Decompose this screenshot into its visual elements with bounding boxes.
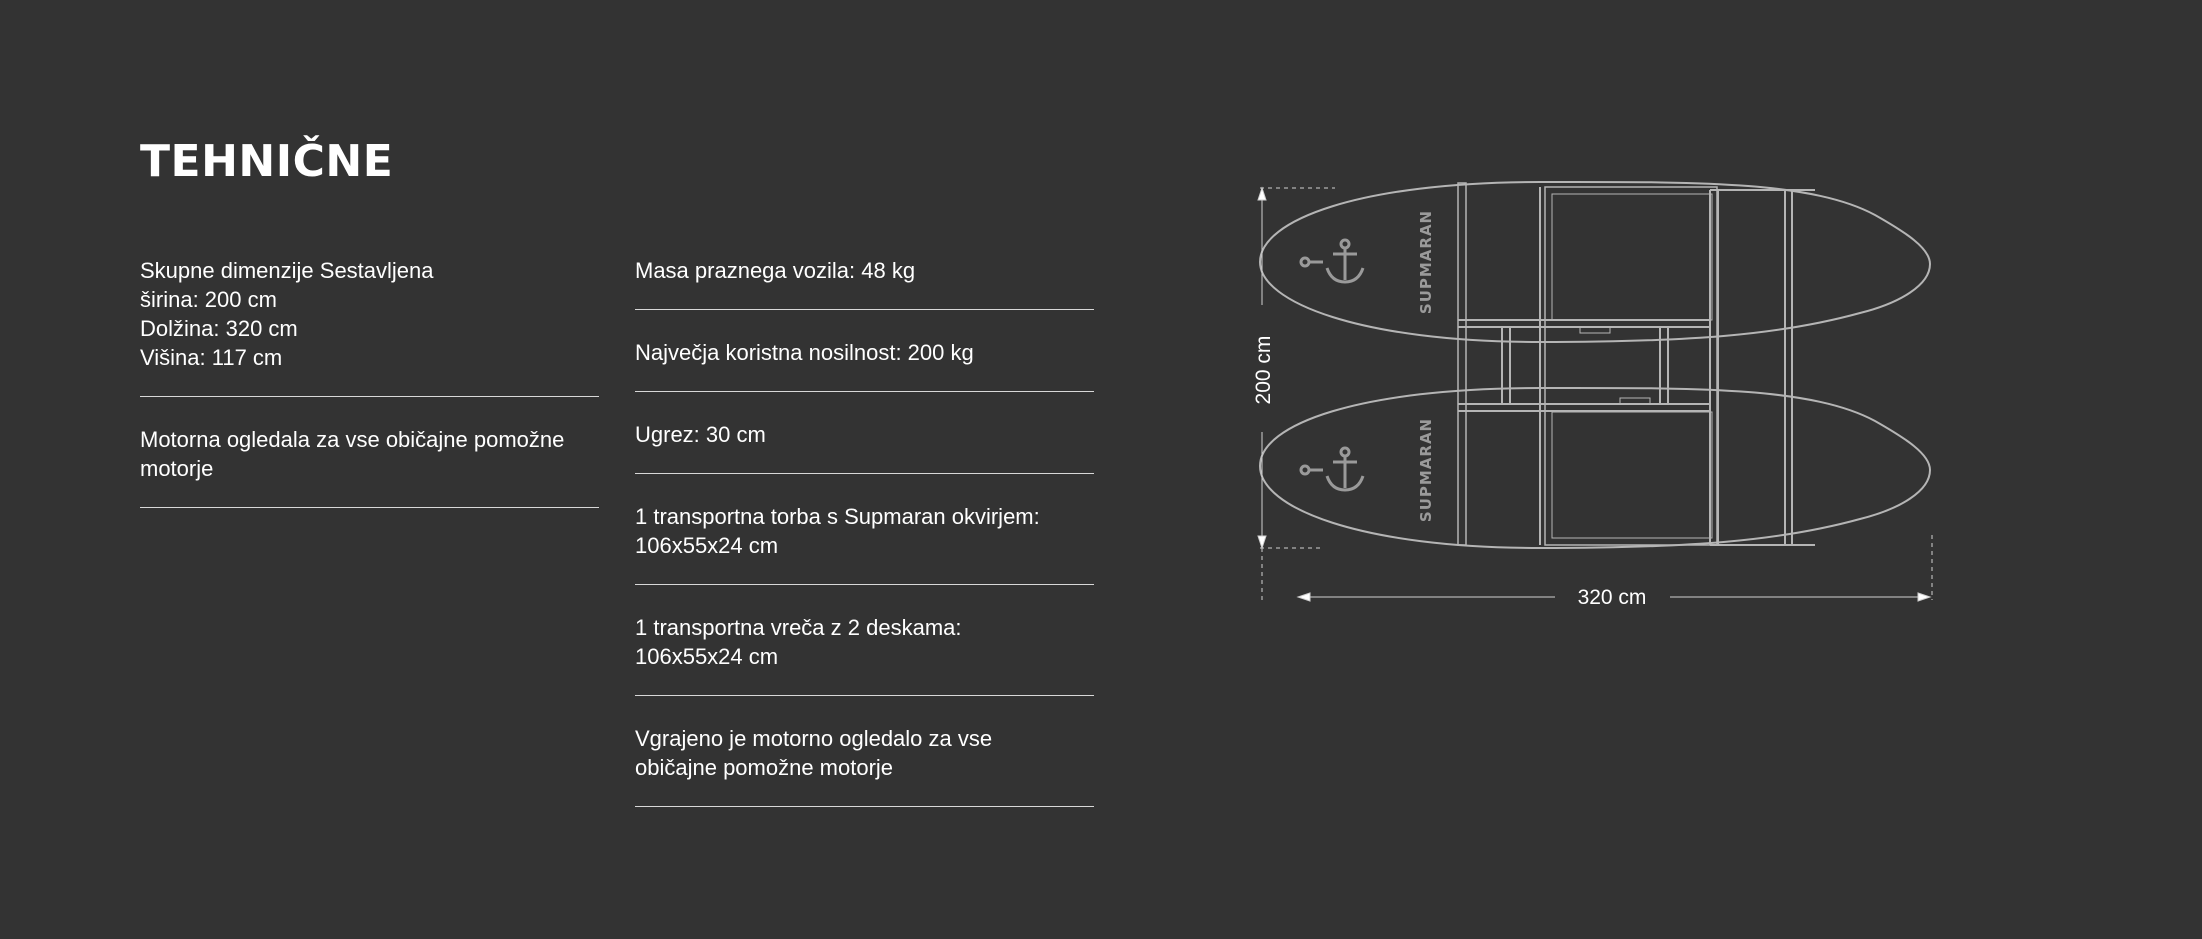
spec-item-transport-sack xyxy=(635,609,1094,696)
spec-line: Vgrajeno je motorno ogledalo za vse xyxy=(635,726,993,751)
spec-line: Največja koristna nosilnost: 200 kg xyxy=(635,340,974,365)
width-dimension-label: 200 cm xyxy=(1252,335,1275,405)
spec-line: Dolžina: 320 cm xyxy=(140,316,298,341)
spec-line: Ugrez: 30 cm xyxy=(635,422,766,447)
spec-line: motorje xyxy=(140,456,214,481)
supmaran-top-view-diagram xyxy=(1240,170,1960,620)
brand-label-bottom: SUPMARAN xyxy=(1417,417,1435,523)
spec-line: Motorna ogledala za vse običajne pomožne xyxy=(140,427,565,452)
spec-line: 1 transportna torba s Supmaran okvirjem: xyxy=(635,504,1040,529)
spec-item-max-payload xyxy=(635,334,1094,392)
specs-middle-column xyxy=(635,252,1094,831)
spec-line: Višina: 117 cm xyxy=(140,345,283,370)
spec-item-dimensions xyxy=(140,252,599,397)
specs-left-column xyxy=(140,252,599,532)
diagram-svg xyxy=(1240,170,1960,620)
spec-line: širina: 200 cm xyxy=(140,287,277,312)
section-title: TEHNIČNE xyxy=(140,136,394,187)
top-hull xyxy=(1260,182,1930,342)
spec-line: Masa praznega vozila: 48 kg xyxy=(635,258,916,283)
spec-line: 106x55x24 cm xyxy=(635,533,779,558)
spec-line: 106x55x24 cm xyxy=(635,644,779,669)
anchor-icon xyxy=(1301,240,1363,282)
brand-label-top: SUPMARAN xyxy=(1417,209,1435,315)
spec-item-built-in-mirror xyxy=(635,720,1094,807)
anchor-icon xyxy=(1301,448,1363,490)
spec-line: 1 transportna vreča z 2 deskama: xyxy=(635,615,962,640)
spec-item-transport-bag xyxy=(635,498,1094,585)
length-dimension-label: 320 cm xyxy=(1577,586,1647,609)
spec-item-motor-mirrors xyxy=(140,421,599,508)
spec-line: Skupne dimenzije Sestavljena xyxy=(140,258,434,283)
spec-line: običajne pomožne motorje xyxy=(635,755,894,780)
spec-item-draft xyxy=(635,416,1094,474)
spec-item-empty-mass xyxy=(635,252,1094,310)
